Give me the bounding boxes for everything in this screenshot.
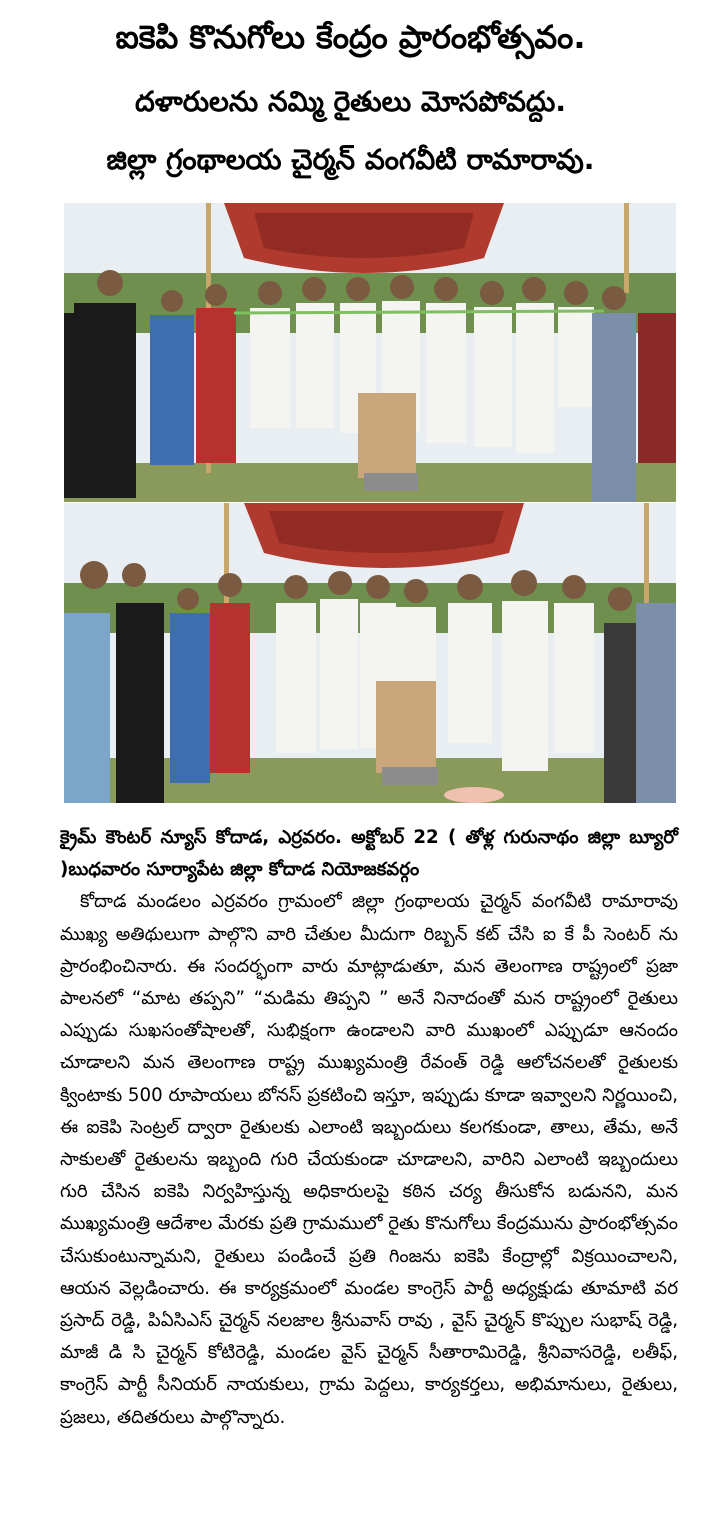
headline-byline: జిల్లా గ్రంథాలయ చైర్మన్ వంగవీటి రామారావు. — [106, 143, 595, 176]
article-intro: బుధవారం సూర్యాపేట జిల్లా కోదాడ నియోజకవర్గం — [68, 859, 420, 881]
headline-title: ఐకెపి కొనుగోలు కేంద్రం ప్రారంభోత్సవం. — [115, 18, 586, 56]
article-body — [60, 822, 678, 1434]
article-paragraph: కోదాడ మండలం ఎర్రవరం గ్రామంలో జిల్లా గ్రంథాలయ చైర్మన్ వంగవీటి రామారావు ముఖ్య అతిథులుగా పాల్గొని వారి చేతుల మీదుగా రిబ్బన్ కట్ చేసి ఐ కే పీ సెంటర్ ను ప్రారంభించినారు. ఈ సందర్భంగా వారు మాట్లాడుతూ, మన తెలంగాణ రాష్ట్రంలో ప్రజా పాలనలో “మాట తప్పని” “మడిమ తిప్పని ” అనే నినాదంతో మన రాష్ట్రంలో రైతులు ఎప్పుడు సుఖసంతోషాలతో, సుభిక్షంగా ఉండాలని వారి ముఖంలో ఎప్పుడూ ఆనందం చూడాలని మన తెలంగాణ రాష్ట్ర ముఖ్యమంత్రి రేవంత్ రెడ్డి ఆలోచనలతో రైతులకు క్వింటాకు 500 రూపాయలు బోనస్ ప్రకటించి ఇస్తూ, ఇప్పుడు కూడా ఇవ్వాలని నిర్ణయించి, ఈ ఐకెపి సెంట్రల్ ద్వారా రైతులకు ఎలాంటి ఇబ్బందులు కలగకుండా, తాలు, తేమ, అనే సాకులతో రైతులను ఇబ్బంది గురి చేయకుండా చూడాలని, వారిని ఎలాంటి ఇబ్బందులు గురి చేసిన ఐకెపి నిర్వహిస్తున్న అధికారులపై కఠిన చర్య తీసుకోన బడునని, మన ముఖ్యమంత్రి ఆదేశాల మేరకు ప్రతి గ్రామములో రైతు కొనుగోలు కేంద్రమును ప్రారంభోత్సవం చేసుకుంటున్నామని, రైతులు పండించే ప్రతి గింజను ఐకెపి కేంద్రాల్లో విక్రయించాలని, ఆయన వెల్లడించారు. ఈ కార్యక్రమంలో మండల కాంగ్రెస్ పార్టీ అధ్యక్షుడు తూమాటి వర ప్రసాద్ రెడ్డి, పిఏసిఎస్ చైర్మన్ నలజాల శ్రీనువాస్ రావు , వైస్ చైర్మన్ కొప్పుల సుభాష్ రెడ్డి, మాజీ డి సి చైర్మన్ కోటిరెడ్డి, మండల వైస్ చైర్మన్ సీతారామిరెడ్డి, శ్రీనివాసరెడ్డి, లతీఫ్, కాంగ్రెస్ పార్టీ సీనియర్ నాయకులు, గ్రామ పెద్దలు, కార్యకర్తలు, అభిమానులు, రైతులు, ప్రజలు, తదితరులు పాల్గొన్నారు. — [60, 891, 678, 1428]
headline-subtitle: దళారులను నమ్మి రైతులు మోసపోవద్దు. — [135, 85, 566, 118]
article-dateline: క్రైమ్ కౌంటర్ న్యూస్ కోదాడ, ఎర్రవరం. అక్టోబర్ 22 ( తోళ్ల గురునాథం జిల్లా బ్యూరో ) — [60, 827, 678, 881]
photo-illustration — [64, 203, 676, 502]
photo-illustration — [64, 503, 676, 803]
event-photo-weighing — [64, 503, 676, 803]
event-photo-ribbon-cutting — [64, 203, 676, 502]
